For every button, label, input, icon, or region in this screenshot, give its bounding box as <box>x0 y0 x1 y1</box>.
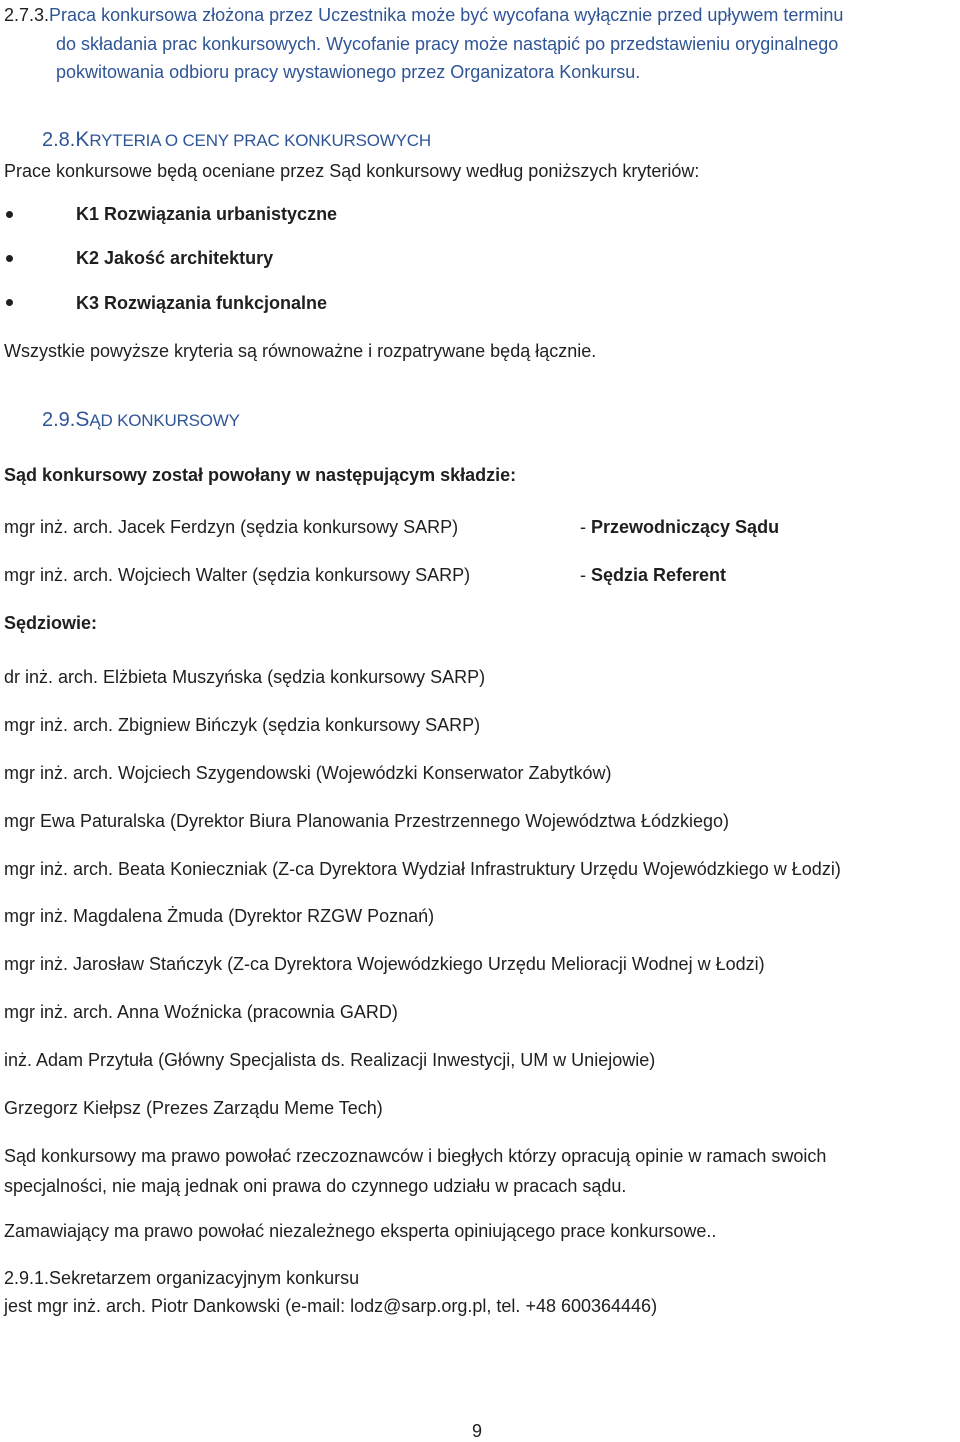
experts-paragraph-line: Sąd konkursowy ma prawo powołać rzeczoznawców i biegłych którzy opracują opinie w ramach swoich <box>4 1146 827 1166</box>
paragraph-line: do składania prac konkursowych. Wycofanie pracy może nastąpić po przedstawieniu oryginalnego <box>56 34 839 54</box>
section-heading-2-9-1 <box>4 1267 359 1289</box>
criterion-item: K3 Rozwiązania funkcjonalne <box>76 293 328 313</box>
leader-role <box>580 564 726 586</box>
bullet-icon <box>6 299 13 306</box>
paragraph-line: pokwitowania odbioru pracy wystawionego przez Organizatora Konkursu. <box>56 62 641 82</box>
judge-item: mgr inż. arch. Zbigniew Bińczyk (sędzia konkursowy SARP) <box>4 715 481 735</box>
criteria-intro: Prace konkursowe będą oceniane przez Sąd konkursowy według poniższych kryteriów: <box>4 161 700 181</box>
judge-item: Grzegorz Kiełpsz (Prezes Zarządu Meme Tech) <box>4 1098 383 1118</box>
criteria-closing: Wszystkie powyższe kryteria są równoważne i rozpatrywane będą łącznie. <box>4 341 597 361</box>
secretary-text: jest mgr inż. arch. Piotr Dankowski (e-mail: lodz@sarp.org.pl, tel. +48 600364446) <box>4 1296 658 1316</box>
judge-item: mgr inż. Magdalena Żmuda (Dyrektor RZGW Poznań) <box>4 906 435 926</box>
heading-text: Sekretarzem organizacyjnym konkursu <box>49 1268 360 1288</box>
role-text: Przewodniczący Sądu <box>591 517 780 537</box>
heading-text: ĄD KONKURSOWY <box>89 411 240 430</box>
heading-initial: K <box>75 128 90 151</box>
section-number: 2.8. <box>42 129 76 151</box>
section-heading-2-8 <box>42 128 431 152</box>
heading-initial: S <box>75 408 90 431</box>
section-number: 2.9.1. <box>4 1268 50 1288</box>
judge-item: mgr inż. arch. Beata Konieczniak (Z-ca Dyrektora Wydział Infrastruktury Urzędu Wojewódzkiego w Łodzi) <box>4 859 841 879</box>
leader-role <box>580 516 779 538</box>
leader-name: mgr inż. arch. Jacek Ferdzyn (sędzia konkursowy SARP) <box>4 517 459 537</box>
section-heading-2-9 <box>42 408 240 432</box>
leader-name: mgr inż. arch. Wojciech Walter (sędzia konkursowy SARP) <box>4 565 471 585</box>
experts-paragraph-line: specjalności, nie mają jednak oni prawa do czynnego udziału w pracach sądu. <box>4 1176 627 1196</box>
judges-heading: Sędziowie: <box>4 613 98 633</box>
criterion-item: K1 Rozwiązania urbanistyczne <box>76 204 338 224</box>
judge-item: inż. Adam Przytuła (Główny Specjalista ds. Realizacji Inwestycji, UM w Uniejowie) <box>4 1050 656 1070</box>
section-number: 2.9. <box>42 409 76 431</box>
judge-item: mgr inż. arch. Wojciech Szygendowski (Wojewódzki Konserwator Zabytków) <box>4 763 612 783</box>
role-dash: - <box>580 517 591 537</box>
judge-item: dr inż. arch. Elżbieta Muszyńska (sędzia konkursowy SARP) <box>4 667 486 687</box>
judge-item: mgr inż. Jarosław Stańczyk (Z-ca Dyrektora Wojewódzkiego Urzędu Melioracji Wodnej w Łodzi) <box>4 954 765 974</box>
bullet-icon <box>6 211 13 218</box>
criterion-item: K2 Jakość architektury <box>76 248 274 268</box>
role-text: Sędzia Referent <box>591 565 727 585</box>
page-number: 9 <box>472 1421 483 1441</box>
composition-heading: Sąd konkursowy został powołany w następującym składzie: <box>4 465 517 485</box>
judge-item: mgr Ewa Paturalska (Dyrektor Biura Planowania Przestrzennego Województwa Łódzkiego) <box>4 811 730 831</box>
heading-text: RYTERIA O CENY PRAC KONKURSOWYCH <box>89 131 431 150</box>
role-dash: - <box>580 565 591 585</box>
paragraph-line: Praca konkursowa złożona przez Uczestnika może być wycofana wyłącznie przed upływem terminu <box>49 5 844 25</box>
judge-item: mgr inż. arch. Anna Woźnicka (pracownia GARD) <box>4 1002 398 1022</box>
bullet-icon <box>6 255 13 262</box>
section-number: 2.7.3. <box>4 5 50 25</box>
section-2-7-3 <box>4 4 843 26</box>
expert-note: Zamawiający ma prawo powołać niezależnego eksperta opiniującego prace konkursowe.. <box>4 1221 717 1241</box>
